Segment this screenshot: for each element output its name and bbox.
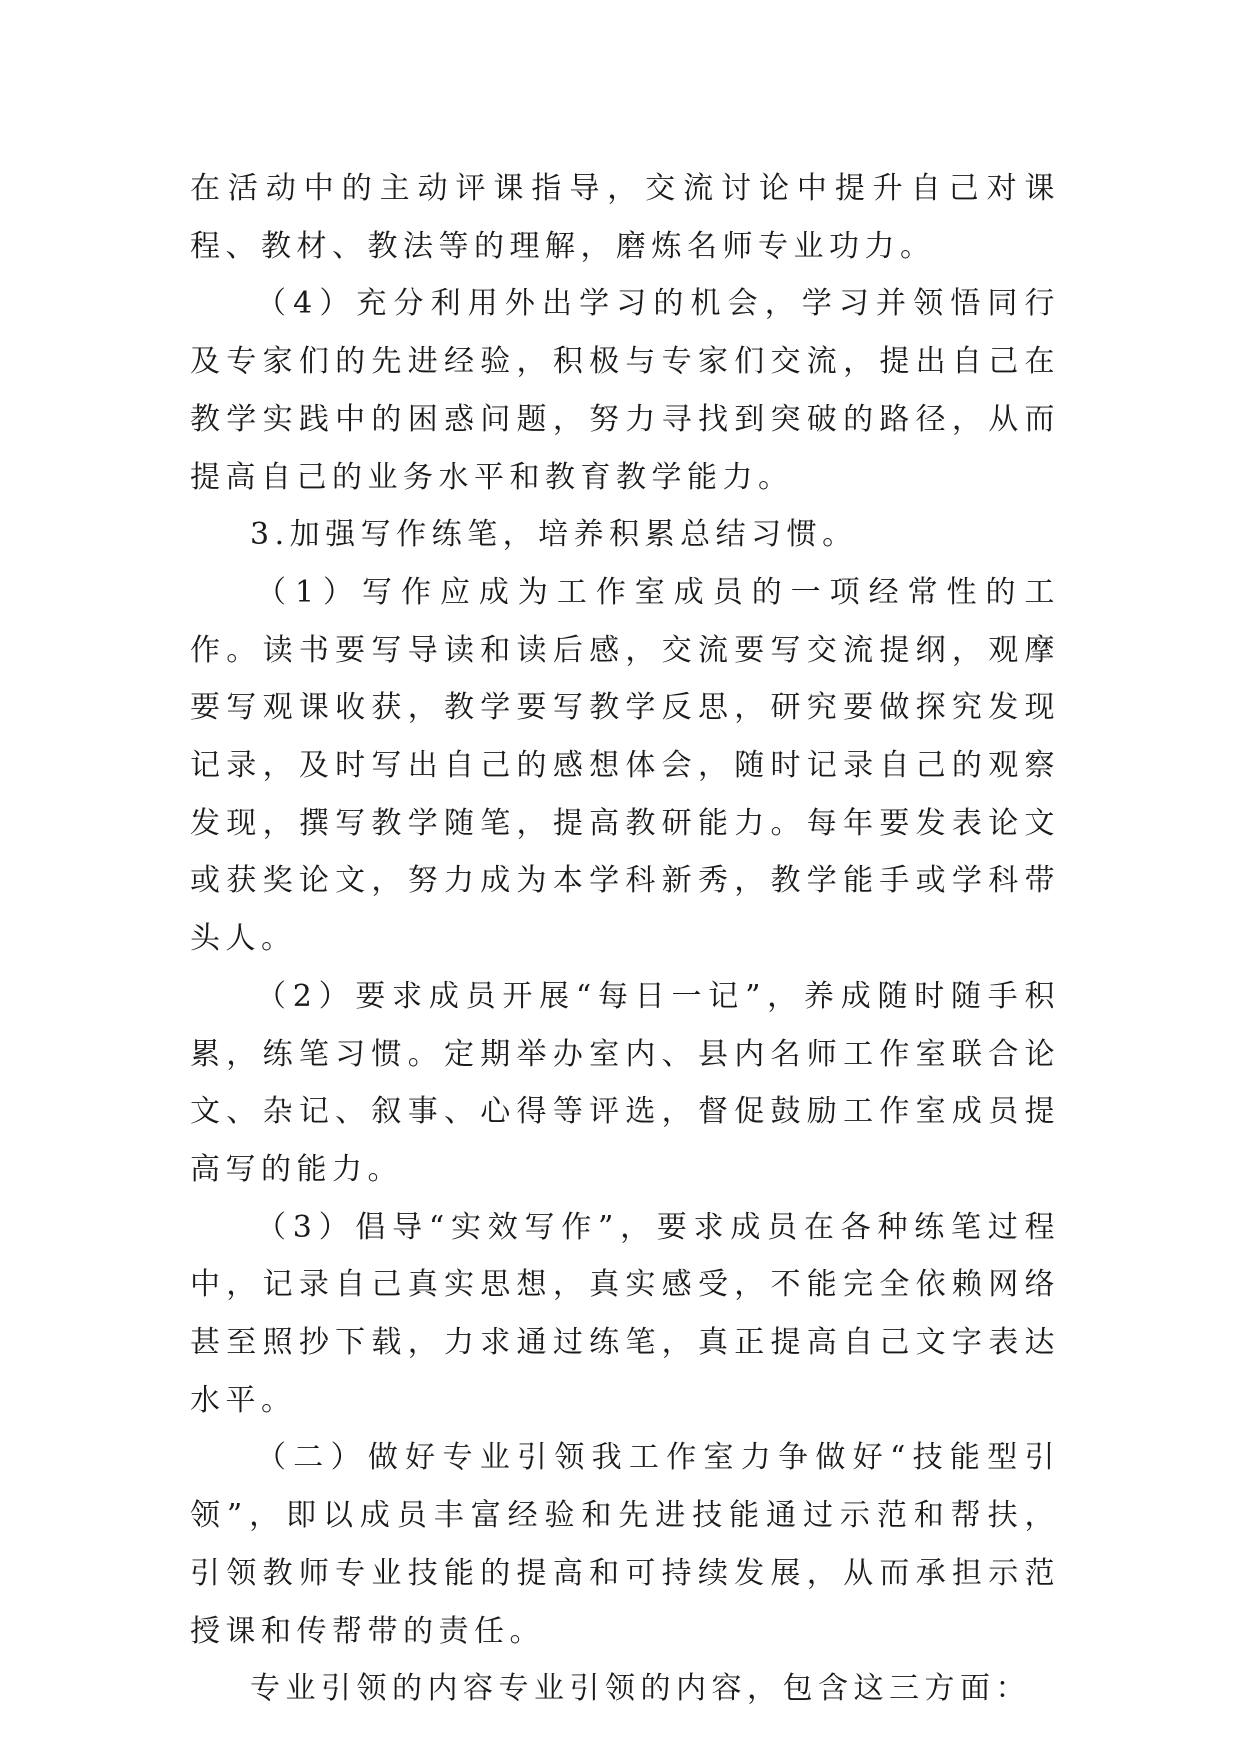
paragraph-item-1: （1）写作应成为工作室成员的一项经常性的工作。读书要写导读和读后感，交流要写交流提纲，观摩要写观课收获，教学要写教学反思，研究要做探究发现记录，及时写出自己的感想体会，随时记录自己的观察发现，撰写教学随笔，提高教研能力。每年要发表论文或获奖论文，努力成为本学科新秀，教学能手或学科带头人。	[190, 574, 1060, 957]
paragraph-section-two: （二）做好专业引领我工作室力争做好“技能型引领”，即以成员丰富经验和先进技能通过示范和帮扶，引领教师专业技能的提高和可持续发展，从而承担示范授课和传帮带的责任。	[190, 1440, 1060, 1649]
paragraph-item-2: （2）要求成员开展“每日一记”，养成随时随手积累，练笔习惯。定期举办室内、县内名师工作室联合论文、杂记、叙事、心得等评选，督促鼓励工作室成员提高写的能力。	[190, 978, 1060, 1187]
paragraph-item-4: （4）充分利用外出学习的机会，学习并领悟同行及专家们的先进经验，积极与专家们交流，提出自己在教学实践中的困惑问题，努力寻找到突破的路径，从而提高自己的业务水平和教育教学能力。	[190, 286, 1060, 495]
paragraph-item-3: （3）倡导“实效写作”，要求成员在各种练笔过程中，记录自己真实思想，真实感受，不能完全依赖网络甚至照抄下载，力求通过练笔，真正提高自己文字表达水平。	[190, 1209, 1060, 1418]
section-heading-3: 3.加强写作练笔，培养积累总结习惯。	[250, 517, 858, 553]
paragraph-continuation: 在活动中的主动评课指导，交流讨论中提升自己对课程、教材、教法等的理解，磨炼名师专业功力。	[190, 171, 1060, 264]
document-body	[190, 160, 1060, 1718]
paragraph-guidance-content: 专业引领的内容专业引领的内容，包含这三方面：	[250, 1671, 1031, 1707]
